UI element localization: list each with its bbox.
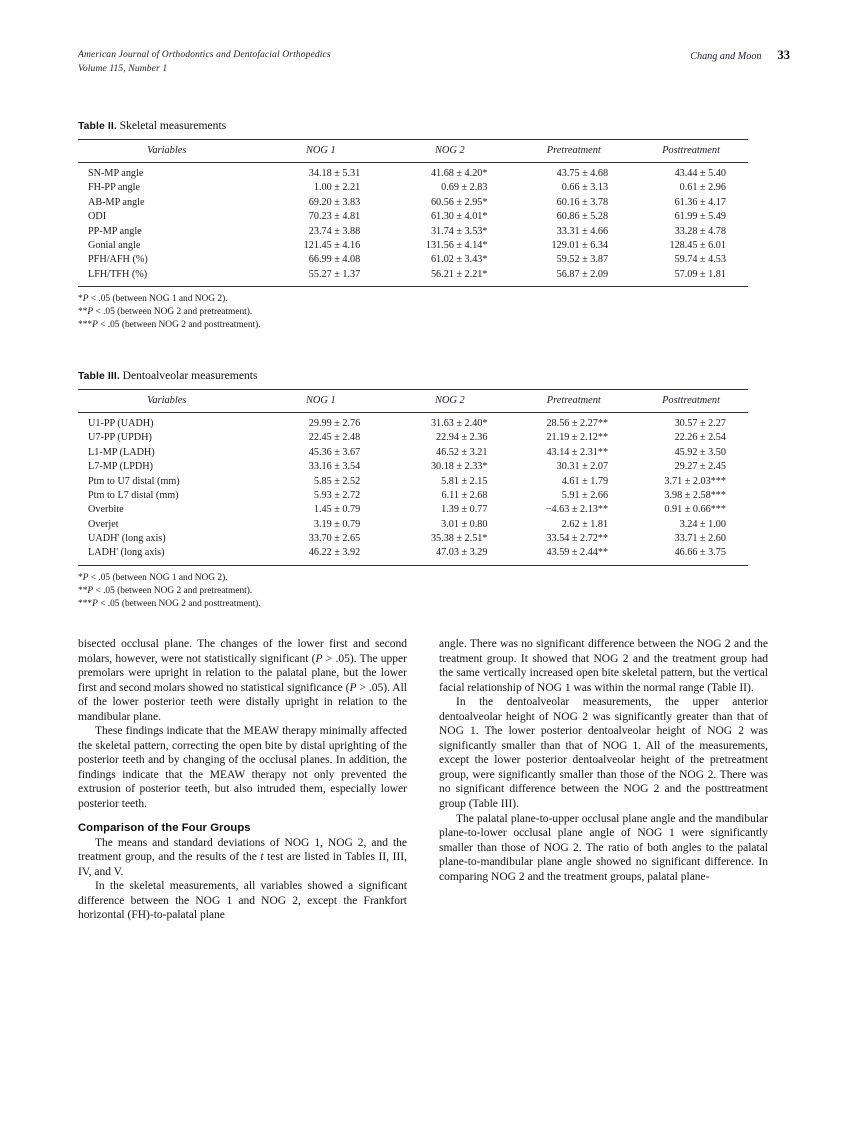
table3-row-4-variable: Ptm to U7 distal (mm) bbox=[88, 475, 180, 487]
footnote-text: < .05 (between NOG 2 and posttreatment). bbox=[97, 319, 261, 330]
table3-row-1-nog1: 22.45 ± 2.48 bbox=[308, 432, 361, 444]
table3-row-8-nog1: 33.70 ± 2.65 bbox=[308, 533, 361, 545]
table-row bbox=[78, 412, 748, 431]
footnote-p-symbol: P bbox=[92, 319, 98, 330]
table-2-col-variables: Variables bbox=[78, 140, 256, 163]
table-row bbox=[78, 195, 748, 209]
footnote-text: < .05 (between NOG 1 and NOG 2). bbox=[88, 294, 228, 305]
table2-row-3-posttreatment: 61.99 ± 5.49 bbox=[674, 211, 726, 223]
table2-row-0-nog2: 41.68 ± 4.20* bbox=[430, 168, 488, 180]
table3-row-2-nog1: 45.36 ± 3.67 bbox=[308, 446, 361, 458]
table-2-caption bbox=[78, 118, 748, 134]
footnote-text: < .05 (between NOG 1 and NOG 2). bbox=[88, 573, 228, 584]
table-row bbox=[78, 546, 748, 564]
table2-row-6-nog2: 61.02 ± 3.43* bbox=[430, 254, 488, 266]
table-3-title: Dentoalveolar measurements bbox=[122, 369, 258, 382]
table2-row-1-variable: FH-PP angle bbox=[88, 182, 140, 194]
footnote-marker: * bbox=[78, 294, 83, 305]
table2-row-3-nog1: 70.23 ± 4.81 bbox=[308, 211, 361, 223]
table3-row-6-nog2: 1.39 ± 0.77 bbox=[441, 504, 488, 516]
footnote-p-symbol: P bbox=[92, 598, 98, 609]
table3-row-0-posttreatment: 30.57 ± 2.27 bbox=[674, 418, 726, 430]
table3-row-0-nog1: 29.99 ± 2.76 bbox=[308, 418, 361, 430]
table-3-col-pretreatment: Pretreatment bbox=[513, 390, 634, 413]
table3-row-5-nog1: 5.93 ± 2.72 bbox=[313, 489, 361, 501]
table2-row-5-nog2: 131.56 ± 4.14* bbox=[425, 239, 488, 251]
page-number: 33 bbox=[777, 48, 790, 62]
table2-row-2-nog2: 60.56 ± 2.95* bbox=[430, 196, 488, 208]
table2-row-4-variable: PP-MP angle bbox=[88, 225, 142, 237]
table2-row-2-pretreatment: 60.16 ± 3.78 bbox=[556, 196, 609, 208]
table-row bbox=[78, 474, 748, 488]
table2-row-5-nog1: 121.45 ± 4.16 bbox=[303, 239, 361, 251]
table-2-footnotes bbox=[78, 293, 748, 331]
section-heading: Comparison of the Four Groups bbox=[78, 821, 251, 834]
table3-row-9-variable: LADH' (long axis) bbox=[88, 547, 165, 559]
table-row bbox=[78, 267, 748, 285]
running-head-journal bbox=[78, 48, 331, 76]
table-2-header-row bbox=[78, 140, 748, 163]
table-row bbox=[78, 253, 748, 267]
footnote-text: < .05 (between NOG 2 and pretreatment). bbox=[93, 585, 253, 596]
footnote-text: < .05 (between NOG 2 and pretreatment). bbox=[93, 307, 253, 318]
table3-row-9-nog2: 47.03 ± 3.29 bbox=[436, 547, 488, 559]
paragraph: The palatal plane-to-upper occlusal plane angle and the mandibular plane-to-lower occlusal plane angle of NOG 1 were significantly smaller than those of NOG 2. The ratio of both angles to the palatal plane-to-mandibular plane angle showed no significant difference. In comparing NOG 2 and the treatment groups, palatal plane- bbox=[439, 812, 768, 883]
table3-row-7-nog1: 3.19 ± 0.79 bbox=[313, 518, 361, 530]
table2-row-1-nog2: 0.69 ± 2.83 bbox=[441, 182, 488, 194]
table-3-bottom-rule bbox=[78, 565, 748, 566]
table2-row-5-posttreatment: 128.45 ± 6.01 bbox=[669, 239, 726, 251]
table-row bbox=[78, 181, 748, 195]
table3-row-3-nog1: 33.16 ± 3.54 bbox=[308, 461, 361, 473]
table3-row-3-nog2: 30.18 ± 2.33* bbox=[430, 461, 488, 473]
table3-row-4-posttreatment: 3.71 ± 2.03*** bbox=[664, 475, 726, 487]
table3-row-7-posttreatment: 3.24 ± 1.00 bbox=[679, 518, 726, 530]
table2-row-4-posttreatment: 33.28 ± 4.78 bbox=[674, 225, 726, 237]
table-row bbox=[78, 445, 748, 459]
paragraph: angle. There was no significant difference between the NOG 2 and the treatment group. It showed that NOG 2 and the treatment group had the same vertically increased open bite skeletal pattern, but the vertical facial relationship of NOG 1 was within the normal range (Table II). bbox=[439, 638, 768, 694]
table3-row-9-nog1: 46.22 ± 3.92 bbox=[308, 547, 361, 559]
table3-row-9-posttreatment: 46.66 ± 3.75 bbox=[674, 547, 726, 559]
table-2-col-posttreatment: Posttreatment bbox=[634, 140, 748, 163]
table3-row-5-posttreatment: 3.98 ± 2.58*** bbox=[664, 489, 726, 501]
table2-row-6-pretreatment: 59.52 ± 3.87 bbox=[556, 254, 609, 266]
table3-row-7-variable: Overjet bbox=[88, 518, 119, 530]
table2-row-0-variable: SN-MP angle bbox=[88, 168, 144, 180]
table3-row-4-nog2: 5.81 ± 2.15 bbox=[441, 475, 488, 487]
journal-title-line: American Journal of Orthodontics and Dentofacial Orthopedics bbox=[78, 49, 331, 60]
table-row bbox=[78, 503, 748, 517]
table-row bbox=[78, 489, 748, 503]
table3-row-4-pretreatment: 4.61 ± 1.79 bbox=[561, 475, 609, 487]
body-text bbox=[78, 637, 768, 923]
table2-row-5-variable: Gonial angle bbox=[88, 239, 141, 251]
table2-row-0-nog1: 34.18 ± 5.31 bbox=[308, 168, 361, 180]
table3-row-7-nog2: 3.01 ± 0.80 bbox=[441, 518, 488, 530]
table-2-col-nog2: NOG 2 bbox=[386, 140, 513, 163]
table-2-label: Table II. bbox=[78, 121, 117, 132]
table-2-col-nog1: NOG 1 bbox=[256, 140, 387, 163]
footnote-marker: ** bbox=[78, 307, 88, 318]
table2-row-2-posttreatment: 61.36 ± 4.17 bbox=[674, 196, 726, 208]
table3-row-0-variable: U1-PP (UADH) bbox=[88, 418, 154, 430]
table2-row-6-posttreatment: 59.74 ± 4.53 bbox=[674, 254, 726, 266]
table2-row-2-nog1: 69.20 ± 3.83 bbox=[308, 196, 361, 208]
table2-row-6-variable: PFH/AFH (%) bbox=[88, 254, 148, 266]
table3-row-5-nog2: 6.11 ± 2.68 bbox=[441, 489, 488, 501]
footnote bbox=[78, 572, 748, 585]
table2-row-7-variable: LFH/TFH (%) bbox=[88, 268, 148, 280]
table3-row-0-nog2: 31.63 ± 2.40* bbox=[430, 418, 488, 430]
footnote-p-symbol: P bbox=[87, 307, 94, 318]
table-row bbox=[78, 210, 748, 224]
table2-row-7-posttreatment: 57.09 ± 1.81 bbox=[674, 268, 726, 280]
paragraph: bisected occlusal plane. The changes of the lower first and second molars, however, were not statistically significant (P > .05). The upper premolars were upright in relation to the palatal plane, but the lower first and second molars showed no statistical significance (P > .05). All of the lower posterior teeth were distally upright in relation to the mandibular plane. bbox=[78, 638, 407, 723]
footnote bbox=[78, 306, 748, 319]
body-left-column bbox=[78, 637, 407, 923]
table2-row-0-posttreatment: 43.44 ± 5.40 bbox=[674, 168, 726, 180]
table2-row-6-nog1: 66.99 ± 4.08 bbox=[308, 254, 361, 266]
table3-row-9-pretreatment: 43.59 ± 2.44** bbox=[546, 547, 609, 559]
table3-row-6-posttreatment: 0.91 ± 0.66*** bbox=[664, 504, 726, 516]
footnote-marker: * bbox=[78, 573, 83, 584]
table2-row-3-variable: ODI bbox=[88, 211, 107, 223]
running-head-authors: Chang and Moon bbox=[690, 51, 762, 62]
table3-row-0-pretreatment: 28.56 ± 2.27** bbox=[546, 418, 609, 430]
table-2-bottom-rule bbox=[78, 286, 748, 287]
table3-row-2-nog2: 46.52 ± 3.21 bbox=[436, 446, 488, 458]
running-head-right bbox=[690, 48, 790, 63]
paragraph: These findings indicate that the MEAW therapy minimally affected the skeletal pattern, correcting the open bite by distal uprighting of the posterior teeth and by changing of the occlusal planes. In addition, the findings indicate that the MEAW therapy not only prevented the extrusion of posterior teeth, but also intruded them, especially lower posterior teeth. bbox=[78, 725, 407, 811]
table3-row-4-nog1: 5.85 ± 2.52 bbox=[313, 475, 361, 487]
table2-row-2-variable: AB-MP angle bbox=[88, 196, 145, 208]
footnote-text: < .05 (between NOG 2 and posttreatment). bbox=[97, 598, 261, 609]
footnote-marker: *** bbox=[78, 598, 93, 609]
table3-row-3-posttreatment: 29.27 ± 2.45 bbox=[674, 461, 726, 473]
table3-row-5-variable: Ptm to L7 distal (mm) bbox=[88, 489, 179, 501]
table3-row-1-posttreatment: 22.26 ± 2.54 bbox=[674, 432, 726, 444]
table3-row-7-pretreatment: 2.62 ± 1.81 bbox=[561, 518, 609, 530]
table-row bbox=[78, 162, 748, 181]
table3-row-8-variable: UADH' (long axis) bbox=[88, 533, 166, 545]
table3-row-1-nog2: 22.94 ± 2.36 bbox=[436, 432, 488, 444]
table-3-col-posttreatment: Posttreatment bbox=[634, 390, 748, 413]
table-2-block bbox=[78, 118, 748, 332]
table2-row-3-nog2: 61.30 ± 4.01* bbox=[430, 211, 488, 223]
table3-row-2-posttreatment: 45.92 ± 3.50 bbox=[674, 446, 726, 458]
table2-row-1-nog1: 1.00 ± 2.21 bbox=[313, 182, 361, 194]
table3-row-5-pretreatment: 5.91 ± 2.66 bbox=[561, 489, 609, 501]
table-2 bbox=[78, 139, 748, 286]
table2-row-7-nog2: 56.21 ± 2.21* bbox=[430, 268, 488, 280]
table-2-title: Skeletal measurements bbox=[119, 119, 227, 132]
footnote-p-symbol: P bbox=[87, 585, 94, 596]
footnote-p-symbol: P bbox=[82, 294, 89, 305]
table-3 bbox=[78, 389, 748, 565]
table-2-col-pretreatment: Pretreatment bbox=[513, 140, 634, 163]
footnote-p-symbol: P bbox=[82, 573, 89, 584]
table3-row-6-nog1: 1.45 ± 0.79 bbox=[313, 504, 361, 516]
table-3-block bbox=[78, 368, 748, 610]
table3-row-6-pretreatment: −4.63 ± 2.13** bbox=[545, 504, 609, 516]
table2-row-7-nog1: 55.27 ± 1.37 bbox=[308, 268, 361, 280]
table2-row-5-pretreatment: 129.01 ± 6.34 bbox=[551, 239, 609, 251]
table-row bbox=[78, 239, 748, 253]
table2-row-3-pretreatment: 60.86 ± 5.28 bbox=[556, 211, 609, 223]
table3-row-8-posttreatment: 33.71 ± 2.60 bbox=[674, 533, 726, 545]
footnote-marker: ** bbox=[78, 585, 88, 596]
table2-row-4-pretreatment: 33.31 ± 4.66 bbox=[556, 225, 609, 237]
footnote bbox=[78, 585, 748, 598]
table-3-header-row bbox=[78, 390, 748, 413]
paragraph: In the skeletal measurements, all variables showed a significant difference between the NOG 1 and NOG 2, except the Frankfort horizontal (FH)-to-palatal plane bbox=[78, 880, 407, 922]
table-row bbox=[78, 224, 748, 238]
table2-row-0-pretreatment: 43.75 ± 4.68 bbox=[556, 168, 609, 180]
table-row bbox=[78, 431, 748, 445]
table3-row-6-variable: Overbite bbox=[88, 504, 124, 516]
running-head bbox=[78, 48, 790, 76]
table-3-col-variables: Variables bbox=[78, 390, 256, 413]
table3-row-8-nog2: 35.38 ± 2.51* bbox=[430, 533, 488, 545]
footnote bbox=[78, 293, 748, 306]
paragraph: The means and standard deviations of NOG 1, NOG 2, and the treatment group, and the results of the t test are listed in Tables II, III, IV, and V. bbox=[78, 836, 407, 878]
paragraph: In the dentoalveolar measurements, the upper anterior dentoalveolar height of NOG 2 was significantly greater than that of NOG 1. The lower posterior dentoalveolar height of NOG 2 was significantly smaller than that of NOG 1. All of the measurements, except the lower posterior dentoalveolar height of the pretreatment group, were significantly smaller than those of the NOG 2. There was no significant difference between the NOG 2 and the posttreatment group (Table III). bbox=[439, 696, 768, 811]
footnote bbox=[78, 319, 748, 332]
table-3-footnotes bbox=[78, 572, 748, 610]
table-3-label: Table III. bbox=[78, 371, 120, 382]
table2-row-4-nog2: 31.74 ± 3.53* bbox=[430, 225, 488, 237]
table3-row-2-pretreatment: 43.14 ± 2.31** bbox=[546, 446, 609, 458]
table2-row-1-pretreatment: 0.66 ± 3.13 bbox=[561, 182, 609, 194]
table3-row-3-pretreatment: 30.31 ± 2.07 bbox=[556, 461, 609, 473]
table3-row-3-variable: L7-MP (LPDH) bbox=[88, 461, 153, 473]
journal-volume-line: Volume 115, Number 1 bbox=[78, 63, 168, 75]
table3-row-8-pretreatment: 33.54 ± 2.72** bbox=[546, 533, 609, 545]
table-3-col-nog2: NOG 2 bbox=[386, 390, 513, 413]
table-row bbox=[78, 532, 748, 546]
table2-row-4-nog1: 23.74 ± 3.88 bbox=[308, 225, 361, 237]
table-row bbox=[78, 460, 748, 474]
table-3-caption bbox=[78, 368, 748, 384]
table-row bbox=[78, 517, 748, 531]
table3-row-1-pretreatment: 21.19 ± 2.12** bbox=[546, 432, 609, 444]
table2-row-1-posttreatment: 0.61 ± 2.96 bbox=[679, 182, 726, 194]
footnote-marker: *** bbox=[78, 319, 93, 330]
table2-row-7-pretreatment: 56.87 ± 2.09 bbox=[556, 268, 609, 280]
table-3-col-nog1: NOG 1 bbox=[256, 390, 387, 413]
footnote bbox=[78, 598, 748, 611]
table3-row-2-variable: L1-MP (LADH) bbox=[88, 446, 155, 458]
table3-row-1-variable: U7-PP (UPDH) bbox=[88, 432, 152, 444]
body-right-column bbox=[439, 637, 768, 923]
